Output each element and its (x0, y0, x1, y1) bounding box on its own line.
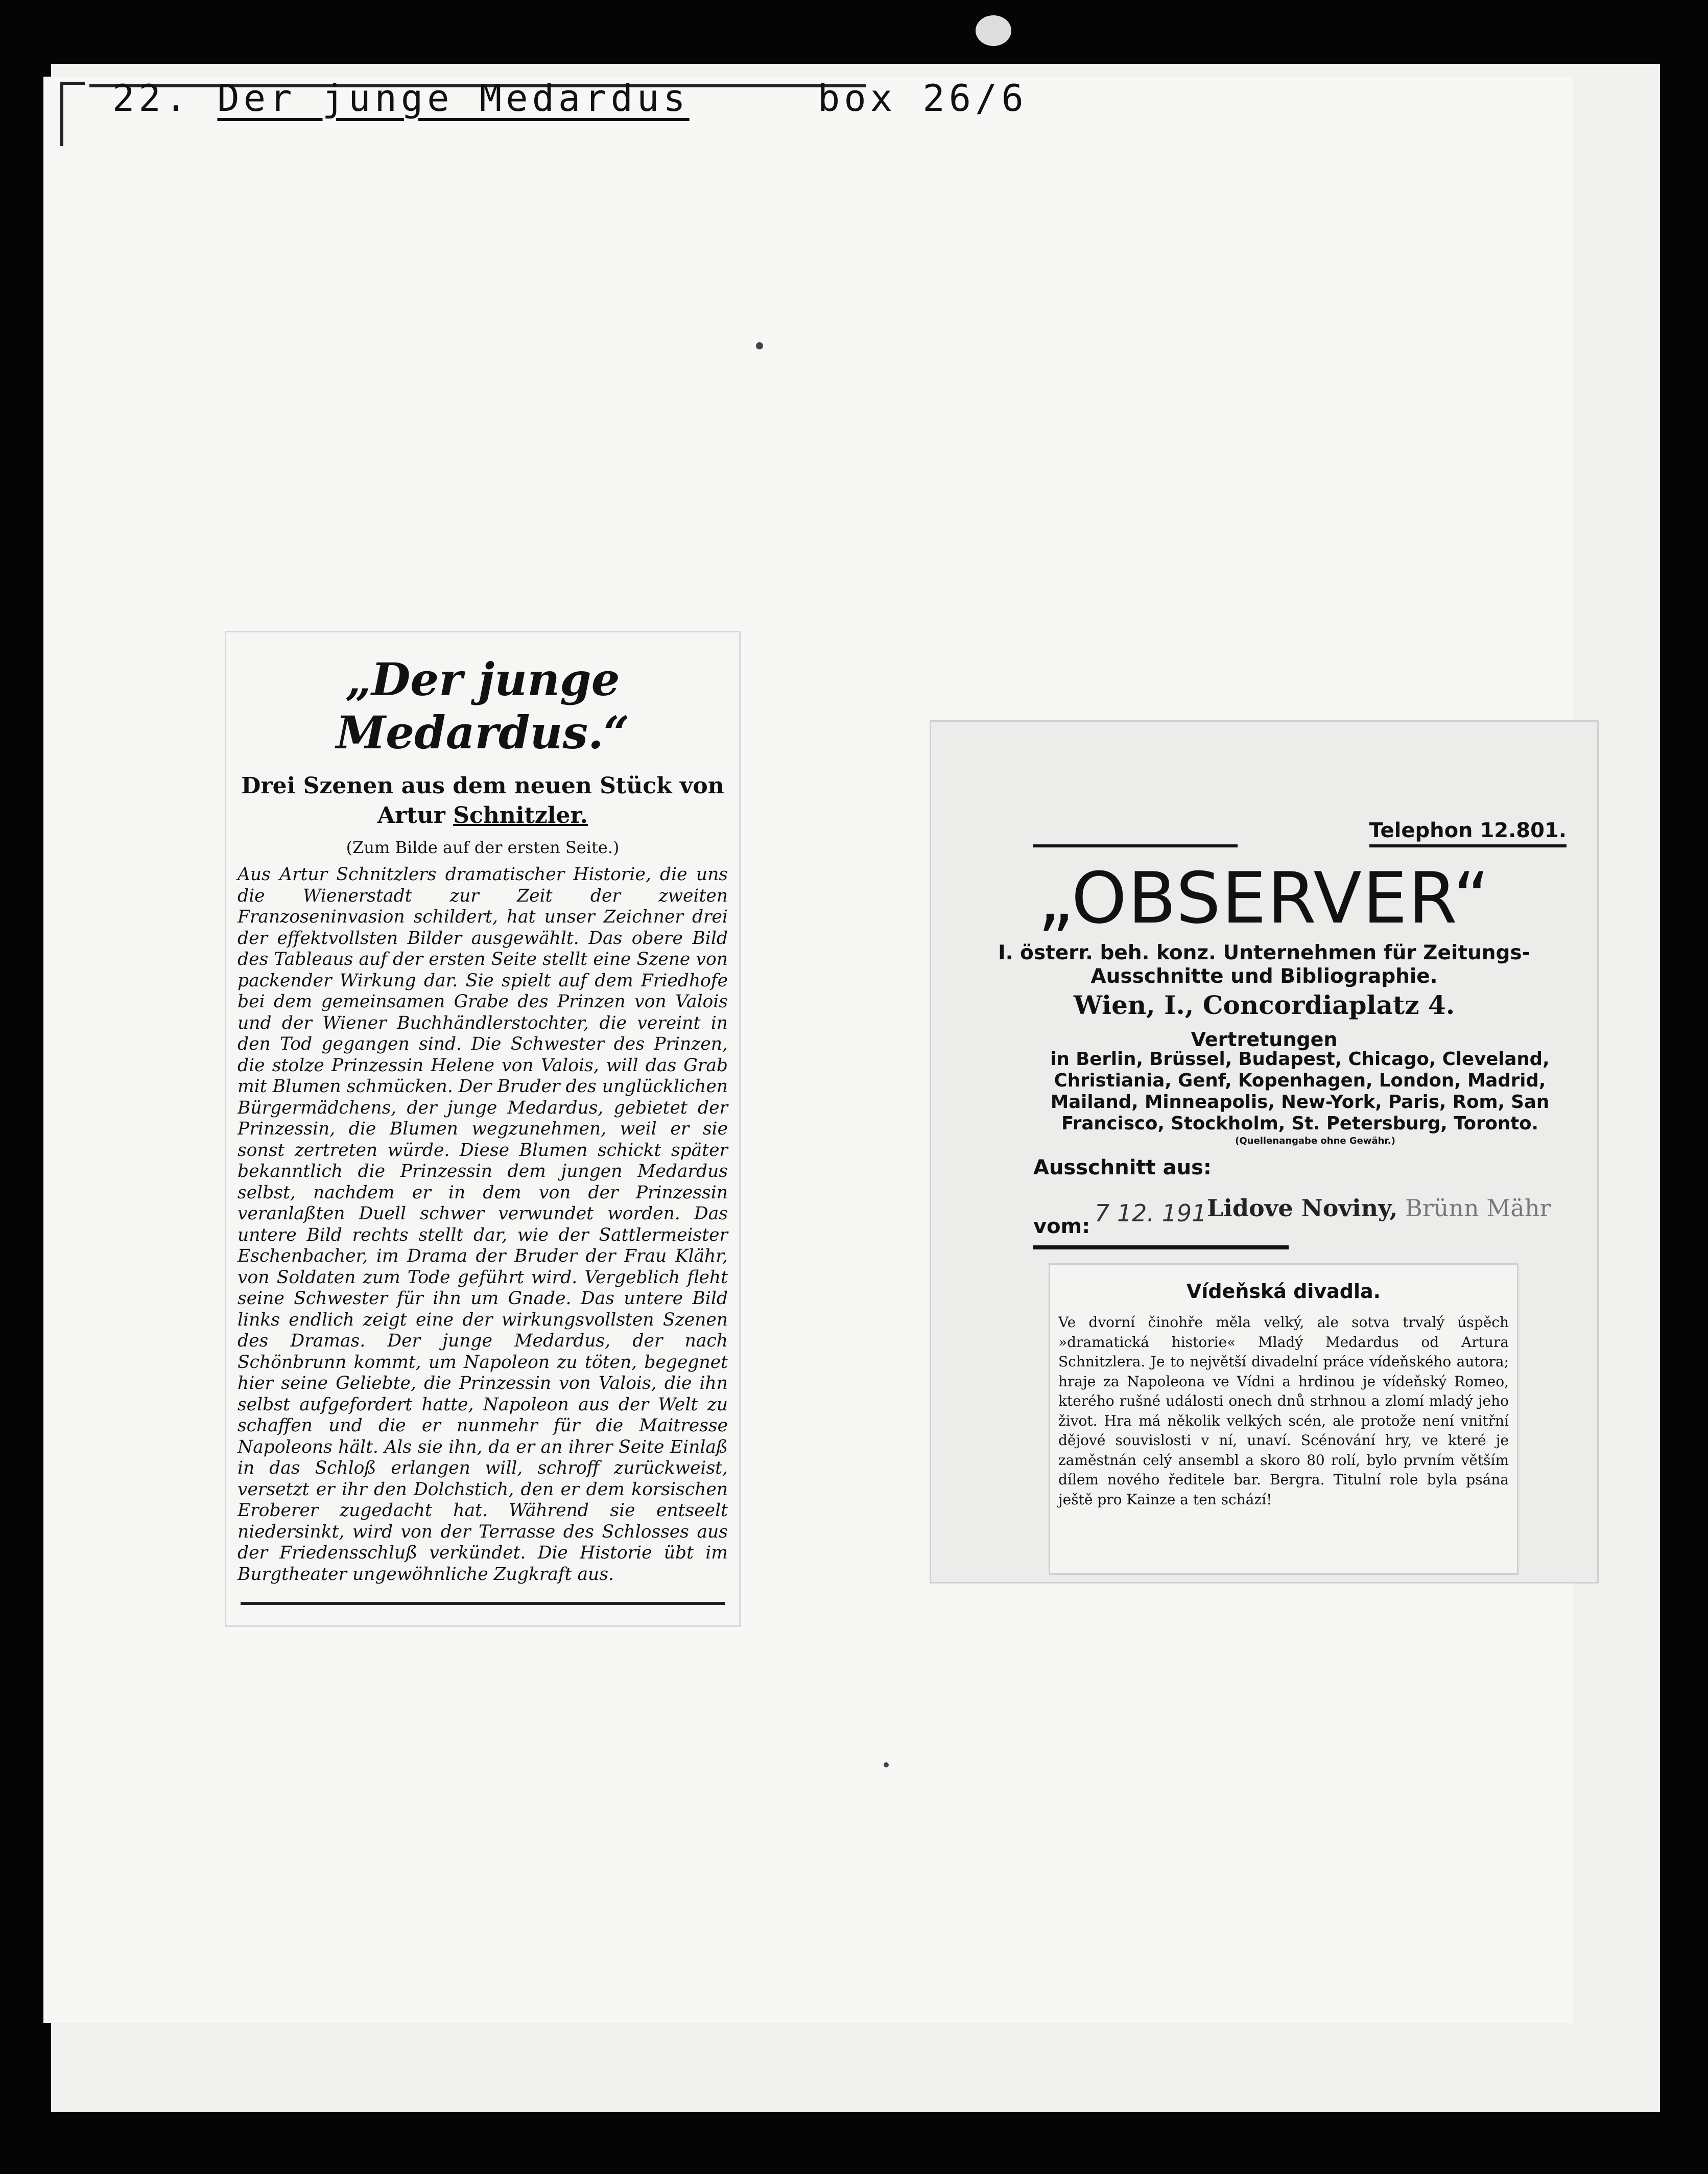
scan-speck (884, 1762, 889, 1767)
folder-header (112, 77, 1028, 120)
clipping-note: (Zum Bilde auf der ersten Seite.) (346, 838, 620, 857)
czech-newspaper-clipping (1049, 1263, 1519, 1575)
vertretungen-heading: Vertretungen (1191, 1028, 1338, 1051)
header-left-rule (1033, 844, 1238, 847)
vom-label: vom: (1033, 1215, 1090, 1238)
newspaper-source (1207, 1194, 1551, 1222)
ausschnitt-label: Ausschnitt aus: (1033, 1156, 1212, 1179)
clipping-bottom-rule (241, 1602, 725, 1605)
box-label: box 26/6 (818, 77, 1028, 120)
vom-rule (1033, 1245, 1289, 1249)
subhead-part2: Artur (377, 802, 454, 829)
clipping-headline: „Der junge Medardus.“ (336, 653, 630, 759)
scan-speck (976, 15, 1011, 46)
folder-title: Der junge Medardus (217, 77, 690, 120)
clipping-body-text: Aus Artur Schnitzlers dramatischer Historie, die uns die Wienerstadt zur Zeit der zweiten Franzoseninvasion schildert, hat unser Zeichner drei der effektvollsten Bilder ausgewählt. Das obere Bild des Tableaus auf der ersten Seite stellt eine Szene von packender Wirkung dar. Sie spielt auf dem Friedhofe bei dem gemeinsamen Grabe des Prinzen von Valois und der Wiener Buchhändlerstochter, die vereint in den Tod gegangen sind. Die Schwester des Prinzen, die stolze Prinzessin Helene von Valois, will das Grab mit Blumen schmücken. Der Bruder des unglücklichen Bürgermädchens, der junge Medardus, gebietet der Prinzessin, die Blumen wegzunehmen, weil er sie sonst zertreten würde. Diese Blumen schickt später bekanntlich die Prinzessin dem jungen Medardus selbst, nachdem er in dem von der Prinzessin veranlaßten Duell schwer verwundet worden. Das untere Bild rechts stellt dar, wie der Sattlermeister Eschenbacher, im Drama der Bruder der Frau Klähr, von Soldaten zum Tode geführt wird. Vergeblich fleht seine Schwester für ihn um Gnade. Das untere Bild links endlich zeigt eine der wirkungsvollsten Szenen des Dramas. Der junge Medardus, der nach Schönbrunn kommt, um Napoleon zu töten, begegnet hier seine Geliebte, die Prinzessin von Valois, die ihn selbst aufgefordert hatte, Napoleon aus der Welt zu schaffen und die er nunmehr für die Maitresse Napoleons hält. Als sie ihn, da er an ihrer Seite Einlaß in das Schloß erlangen will, schroff zurückweist, versetzt er ihr den Dolchstich, den er dem korsischen Eroberer zugedacht hat. Während sie entseelt niedersinkt, wird von der Terrasse des Schlosses aus der Friedensschluß verkündet. Die Historie übt im Burgtheater ungewöhnliche Zugkraft aus. (238, 864, 728, 1585)
czech-clipping-text: Ve dvorní činohře měla velký, ale sotva trvalý úspěch »dramatická historie« Mladý Medardus od Artura Schnitzlera. Je to největší divadelní práce vídeňského autora; hraje za Napoleona ve Vídni a hrdinou je vídeňský Romeo, kterého rušné události onech dnů strhnou a zlomí mladý jeho život. Hra má několik velkých scén, ale protože není vnitřní dějové souvislosti v ní, unaví. Scénování hry, ve které je zaměstnán celý ansembl a skoro 80 rolí, bylo prvním větším dílem nového ředitele bar. Bergra. Titulní role byla psána ještě pro Kainze a ten schází! (1058, 1314, 1509, 1508)
scan-speck (756, 342, 763, 349)
czech-clipping-title: Vídeňská divadla. (1186, 1280, 1381, 1303)
branch-cities: in Berlin, Brüssel, Budapest, Chicago, Cleveland, Christiania, Genf, Kopenhagen, London, Madrid, Mailand, Minneapolis, New-York, Paris, Rom, San Francisco, Stockholm, St. Petersburg, Toronto. (1050, 1049, 1550, 1134)
subhead-part1: Drei Szenen aus dem neuen Stück von (241, 773, 724, 799)
newspaper-name: Lidove Noviny, (1207, 1194, 1398, 1222)
observer-brand: „OBSERVER“ (1037, 857, 1491, 939)
newspaper-place: Brünn Mähr (1397, 1194, 1551, 1222)
company-address: Wien, I., Concordiaplatz 4. (1073, 990, 1455, 1020)
company-description: I. österr. beh. konz. Unternehmen für Zeitungs-Ausschnitte und Bibliographie. (998, 941, 1530, 988)
author-name: Schnitzler. (453, 802, 588, 829)
folder-number: 22. (112, 77, 192, 120)
telephone-number: Telephon 12.801. (1369, 819, 1567, 847)
clipping-date: 7 12. 191 (1095, 1199, 1207, 1227)
german-newspaper-clipping (225, 631, 741, 1627)
clipping-subheadline (238, 771, 728, 831)
corner-bracket (60, 82, 85, 146)
source-disclaimer: (Quellenangabe ohne Gewähr.) (1235, 1136, 1395, 1146)
observer-clipping-slip (930, 720, 1599, 1584)
